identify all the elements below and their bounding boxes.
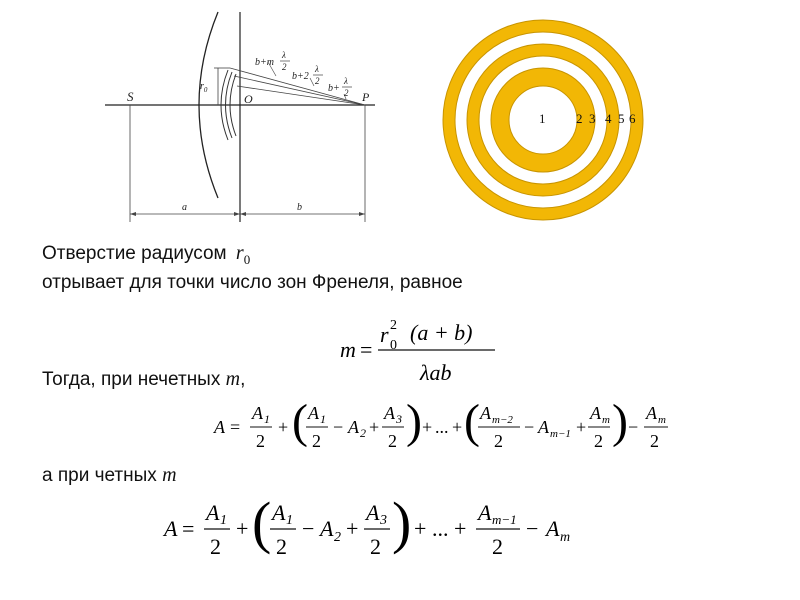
svg-text:r: r bbox=[380, 322, 389, 347]
svg-text:2: 2 bbox=[390, 318, 397, 333]
svg-text:λ: λ bbox=[344, 76, 348, 86]
text-line-2: отрывает для точки число зон Френеля, равное bbox=[42, 272, 463, 293]
zone-label-4: 4 bbox=[605, 111, 612, 126]
svg-text:=: = bbox=[360, 337, 373, 362]
svg-text:A: A bbox=[348, 417, 359, 437]
svg-text:2: 2 bbox=[334, 530, 341, 545]
path-label-m bbox=[255, 50, 290, 72]
svg-text:A: A bbox=[590, 403, 601, 423]
svg-text:−: − bbox=[628, 417, 639, 437]
label-P: P bbox=[362, 90, 370, 104]
svg-text:+: + bbox=[236, 516, 249, 541]
fresnel-zones-diagram bbox=[438, 15, 648, 225]
svg-text:A: A bbox=[538, 417, 549, 437]
svg-text:...: ... bbox=[432, 516, 449, 541]
svg-text:+: + bbox=[346, 516, 359, 541]
svg-text:2: 2 bbox=[315, 76, 320, 86]
svg-text:b+m: b+m bbox=[255, 57, 274, 68]
svg-text:2: 2 bbox=[388, 431, 397, 451]
svg-text:m−1: m−1 bbox=[550, 428, 571, 440]
svg-text:A: A bbox=[384, 403, 395, 423]
svg-text:2: 2 bbox=[256, 431, 265, 451]
svg-text:1: 1 bbox=[286, 513, 293, 528]
svg-text:1: 1 bbox=[264, 412, 270, 426]
svg-text:A: A bbox=[546, 516, 560, 541]
fresnel-geometry-diagram bbox=[100, 10, 400, 225]
svg-text:A: A bbox=[206, 500, 220, 525]
svg-text:2: 2 bbox=[492, 534, 503, 559]
svg-text:A: A bbox=[320, 516, 334, 541]
svg-text:2: 2 bbox=[360, 426, 366, 440]
svg-text:=: = bbox=[230, 417, 241, 437]
label-O: O bbox=[244, 92, 253, 106]
svg-text:λ: λ bbox=[315, 64, 319, 74]
svg-text:A: A bbox=[252, 403, 263, 423]
svg-text:+: + bbox=[454, 516, 467, 541]
text-line-1-label: Отверстие радиусом bbox=[42, 243, 227, 264]
text-line-3: Тогда, при нечетных m, bbox=[42, 368, 246, 390]
label-b: b bbox=[297, 202, 302, 213]
svg-text:+: + bbox=[369, 417, 380, 437]
zone-label-1: 1 bbox=[539, 111, 546, 126]
svg-text:2: 2 bbox=[282, 62, 287, 72]
svg-text:A: A bbox=[646, 403, 657, 423]
formula-even bbox=[162, 490, 582, 565]
svg-text:−: − bbox=[333, 417, 344, 437]
label-r0: $r_0$ bbox=[200, 81, 208, 94]
label-a: a bbox=[182, 202, 187, 213]
svg-text:): ) bbox=[392, 490, 412, 555]
svg-text:1: 1 bbox=[320, 412, 326, 426]
svg-text:A: A bbox=[308, 403, 319, 423]
svg-text:b+: b+ bbox=[328, 83, 340, 94]
svg-text:λ: λ bbox=[282, 50, 286, 60]
svg-text:2: 2 bbox=[650, 431, 659, 451]
svg-text:2: 2 bbox=[594, 431, 603, 451]
svg-text:A: A bbox=[214, 417, 225, 437]
formula-odd bbox=[212, 395, 682, 457]
svg-text:+: + bbox=[576, 417, 587, 437]
svg-text:A: A bbox=[164, 516, 178, 541]
svg-text:b+2: b+2 bbox=[292, 71, 309, 82]
svg-text:A: A bbox=[478, 500, 492, 525]
svg-text:2: 2 bbox=[210, 534, 221, 559]
svg-text:=: = bbox=[182, 516, 195, 541]
svg-text:m: m bbox=[340, 337, 356, 362]
path-label-2 bbox=[292, 64, 323, 86]
svg-text:3: 3 bbox=[396, 412, 402, 426]
svg-text:2: 2 bbox=[312, 431, 321, 451]
svg-text:): ) bbox=[612, 395, 628, 448]
svg-text:A: A bbox=[480, 403, 491, 423]
svg-text:(: ( bbox=[252, 490, 272, 555]
formula-m bbox=[330, 312, 510, 392]
svg-text:+: + bbox=[422, 417, 433, 437]
text-line-4: а при четных m bbox=[42, 464, 177, 486]
svg-text:0: 0 bbox=[390, 338, 397, 353]
svg-text:−: − bbox=[302, 516, 315, 541]
text-line-1 bbox=[42, 242, 250, 268]
svg-text:2: 2 bbox=[494, 431, 503, 451]
zone-label-6: 6 bbox=[629, 111, 636, 126]
svg-text:λab: λab bbox=[420, 360, 452, 385]
svg-text:m−1: m−1 bbox=[492, 512, 517, 527]
svg-text:A: A bbox=[366, 500, 380, 525]
svg-text:A: A bbox=[272, 500, 286, 525]
svg-text:+: + bbox=[278, 417, 289, 437]
zone-label-3: 3 bbox=[589, 111, 596, 126]
svg-text:): ) bbox=[406, 395, 422, 448]
svg-text:1: 1 bbox=[220, 513, 227, 528]
svg-text:...: ... bbox=[435, 417, 449, 437]
svg-text:m: m bbox=[658, 414, 666, 426]
svg-text:−: − bbox=[526, 516, 539, 541]
svg-text:−: − bbox=[524, 417, 535, 437]
path-label-1 bbox=[328, 76, 352, 98]
svg-text:m−2: m−2 bbox=[492, 414, 513, 426]
svg-text:2: 2 bbox=[276, 534, 287, 559]
svg-text:(: ( bbox=[292, 395, 308, 448]
r0-symbol: $r_0$ bbox=[235, 242, 251, 267]
zone-label-2: 2 bbox=[576, 111, 583, 126]
svg-text:m: m bbox=[602, 414, 610, 426]
svg-text:m: m bbox=[560, 530, 571, 545]
zone-label-5: 5 bbox=[618, 111, 625, 126]
svg-text:2: 2 bbox=[370, 534, 381, 559]
svg-text:3: 3 bbox=[380, 513, 387, 528]
label-S: S bbox=[127, 89, 134, 104]
svg-text:+: + bbox=[414, 516, 427, 541]
svg-text:(: ( bbox=[464, 395, 480, 448]
svg-text:+: + bbox=[452, 417, 463, 437]
svg-text:(a + b): (a + b) bbox=[410, 320, 473, 345]
svg-text:2: 2 bbox=[344, 88, 349, 98]
